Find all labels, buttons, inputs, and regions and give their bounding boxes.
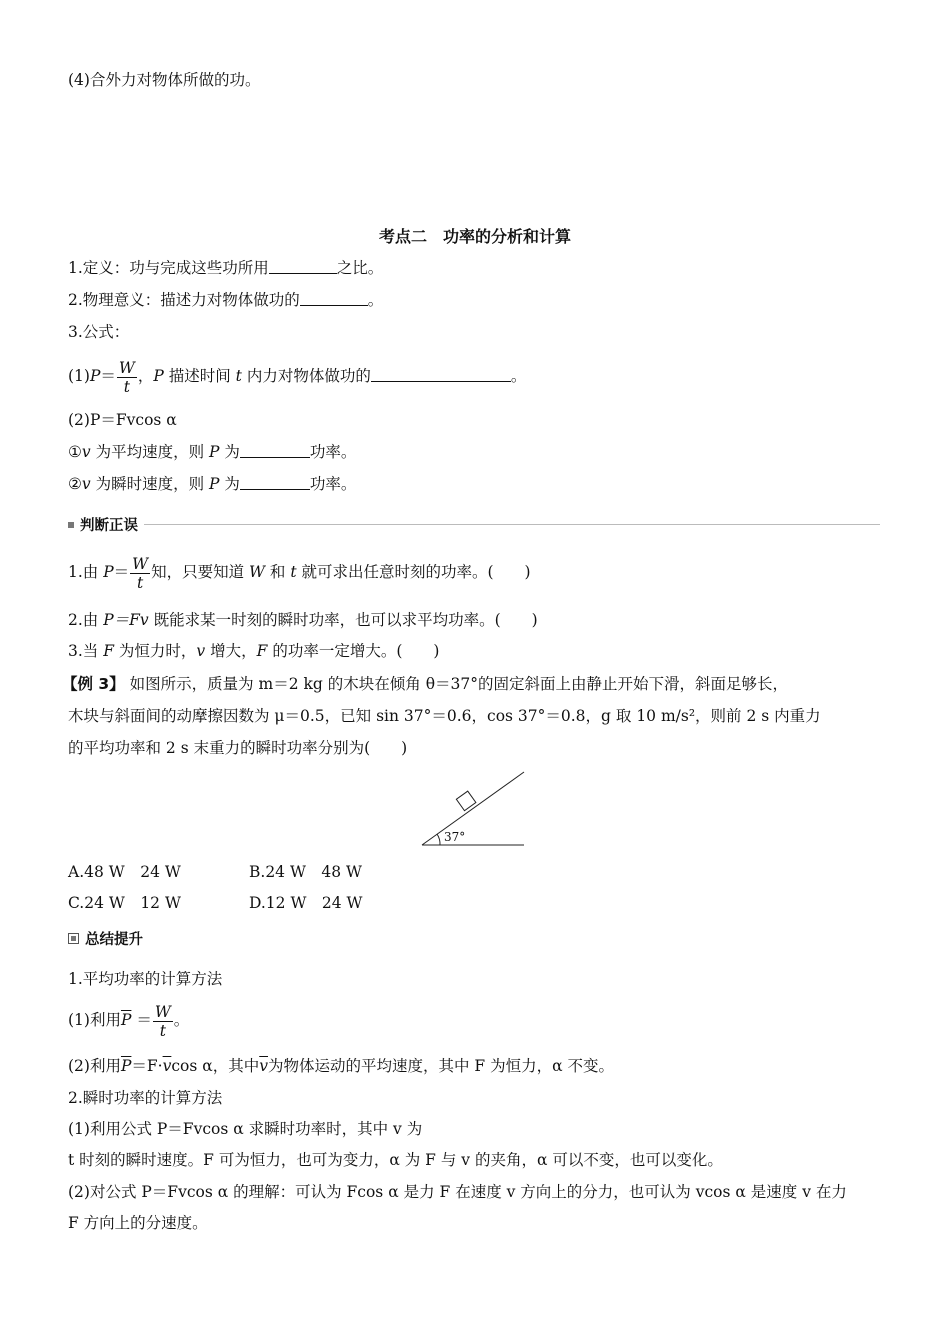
summary-1b-v-bar: $\overline{v}$: [162, 1057, 172, 1075]
answer-blank-1[interactable]: [269, 259, 337, 274]
summary-1a-p-bar: $\overline{P}$: [120, 1011, 132, 1029]
formula-1-eq: ＝: [100, 367, 116, 385]
formula-1-text-a: 描述时间: [163, 367, 236, 385]
summary-1b: [68, 1056, 614, 1076]
judge-3-f: F: [103, 642, 114, 660]
fraction-w-over-t: [117, 359, 137, 396]
angle-label: 37°: [444, 830, 466, 844]
example-line-2: 木块与斜面间的动摩擦因数为 μ＝0.5，已知 sin 37°＝0.6，cos 37°＝0.8，g 取 10 m/s²，则前 2 s 内重力: [68, 707, 821, 725]
definition-2: [68, 290, 383, 310]
judge-1-t: t: [290, 563, 297, 581]
judge-2-p: P＝Fv: [103, 611, 149, 629]
judge-1-numerator: W: [132, 554, 149, 573]
judge-3-v: v: [196, 642, 206, 660]
example-line-1: [62, 674, 788, 694]
summary-1b-prefix: (2)利用: [68, 1057, 121, 1075]
case-2-p: P: [209, 475, 220, 493]
judge-tag: [68, 514, 144, 535]
judge-1-fraction: [130, 555, 150, 592]
summary-2: 2.瞬时功率的计算方法: [68, 1089, 223, 1107]
judge-2-a: 2.由: [68, 611, 104, 629]
judge-3-a: 3.当: [68, 642, 104, 660]
formula-2: (2)P＝Fvcos α: [68, 411, 177, 429]
formula-1-prefix: (1): [68, 367, 90, 385]
incline-diagram: [416, 768, 530, 850]
summary-2c: (2)对公式 P＝Fvcos α 的理解：可认为 Fcos α 是力 F 在速度 v 方向上的分力，也可认为 vcos α 是速度 v 在力: [68, 1183, 847, 1201]
definition-1-end: 之比。: [336, 259, 384, 277]
definition-2-text: 2.物理意义：描述力对物体做功的: [68, 291, 300, 309]
case-1-end: 功率。: [309, 443, 357, 461]
summary-1a-prefix: (1)利用: [68, 1011, 121, 1029]
case-2-text: 为瞬时速度，则: [90, 475, 210, 493]
block-on-incline: [456, 791, 476, 811]
formula-1-p2: P: [153, 367, 164, 385]
option-b[interactable]: B.24 W 48 W: [249, 863, 362, 881]
example-text-1: 如图所示，质量为 m＝2 kg 的木块在倾角 θ＝37°的固定斜面上由静止开始下滑，斜面足够长，: [129, 675, 789, 693]
definition-3: 3.公式：: [68, 323, 130, 341]
summary-1a-numerator: W: [154, 1002, 171, 1021]
judge-3-d: 的功率一定增大。( ): [267, 642, 440, 660]
case-2-wei: 为: [219, 475, 240, 493]
judge-3-f2: F: [256, 642, 268, 660]
judge-1-a: 1.由: [68, 563, 104, 581]
summary-2a: (1)利用公式 P＝Fvcos α 求瞬时功率时，其中 v 为: [68, 1120, 423, 1138]
case-2-v: v: [81, 475, 91, 493]
judge-section-header: [68, 514, 880, 534]
answer-blank-2[interactable]: [300, 291, 368, 306]
judge-item-3: [68, 641, 439, 661]
definition-2-end: 。: [367, 291, 384, 309]
summary-1b-v-bar-2: $\overline{v}$: [259, 1057, 268, 1075]
answer-blank-4[interactable]: [240, 443, 310, 458]
formula-1-comma: ，: [137, 367, 154, 385]
summary-tag-label: 总结提升: [85, 932, 143, 948]
summary-1b-c: 为物体运动的平均速度，其中 F 为恒力，α 不变。: [268, 1057, 615, 1075]
formula-1-end: 。: [510, 367, 527, 385]
summary-1a-end: 。: [173, 1011, 190, 1029]
formula-1-text-b: 内力对物体做功的: [241, 367, 371, 385]
option-d[interactable]: D.12 W 24 W: [249, 894, 363, 912]
formula-1-p: P: [89, 367, 101, 385]
case-2-end: 功率。: [309, 475, 357, 493]
summary-2d: F 方向上的分速度。: [68, 1214, 208, 1232]
formula-1-t: t: [235, 367, 242, 385]
judge-tag-label: 判断正误: [80, 518, 138, 534]
section-title: 考点二 功率的分析和计算: [378, 227, 571, 246]
case-1-text: 为平均速度，则: [90, 443, 210, 461]
judge-1-denominator: t: [137, 573, 144, 592]
judge-1-c: 和: [264, 563, 291, 581]
example-label: 【例 3】: [62, 675, 125, 693]
summary-1b-p-bar: $\overline{P}$: [120, 1057, 132, 1075]
formula-2-case-1: [68, 442, 356, 462]
definition-1: [68, 258, 383, 278]
case-1-v: v: [81, 443, 91, 461]
judge-3-b: 为恒力时，: [113, 642, 197, 660]
judge-divider: [68, 524, 880, 525]
case-2-marker: ②: [68, 475, 82, 493]
case-1-p: P: [209, 443, 220, 461]
judge-2-b: 既能求某一时刻的瞬时功率，也可以求平均功率。( ): [148, 611, 538, 629]
item-4-text: (4)合外力对物体所做的功。: [68, 71, 261, 89]
square-bullet-icon: [68, 522, 74, 528]
judge-item-1: [68, 552, 531, 592]
option-a[interactable]: A.48 W 24 W: [68, 863, 181, 881]
angle-arc: [437, 834, 440, 845]
case-1-marker: ①: [68, 443, 82, 461]
answer-blank-3[interactable]: [371, 367, 511, 382]
judge-1-b: 知，只要知道: [151, 563, 250, 581]
summary-box-icon: [68, 933, 79, 944]
summary-1a-eq: ＝: [131, 1011, 152, 1029]
case-1-wei: 为: [219, 443, 240, 461]
summary-header: [68, 930, 143, 950]
fraction-numerator: W: [118, 358, 135, 377]
judge-3-c: 增大，: [205, 642, 257, 660]
fraction-denominator: t: [123, 377, 130, 396]
summary-2b: t 时刻的瞬时速度。F 可为恒力，也可为变力，α 为 F 与 v 的夹角，α 可以不变，也可以变化。: [68, 1151, 723, 1169]
summary-1b-a: ＝F·: [131, 1057, 163, 1075]
judge-1-p: P: [103, 563, 114, 581]
summary-1a: [68, 1000, 189, 1040]
summary-1: 1.平均功率的计算方法: [68, 970, 223, 988]
formula-2-case-2: [68, 474, 356, 494]
summary-1b-b: cos α，其中: [171, 1057, 260, 1075]
judge-item-2: [68, 610, 538, 630]
option-c[interactable]: C.24 W 12 W: [68, 894, 181, 912]
summary-1a-fraction: [153, 1003, 173, 1040]
judge-1-d: 就可求出任意时刻的功率。( ): [296, 563, 531, 581]
judge-1-eq: ＝: [113, 563, 130, 581]
formula-1: [68, 356, 526, 396]
example-line-3: 的平均功率和 2 s 末重力的瞬时功率分别为( ): [68, 739, 408, 757]
judge-1-w: W: [249, 563, 265, 581]
definition-1-text: 1.定义：功与完成这些功所用: [68, 259, 269, 277]
summary-1a-denominator: t: [159, 1021, 166, 1040]
answer-blank-5[interactable]: [240, 475, 310, 490]
